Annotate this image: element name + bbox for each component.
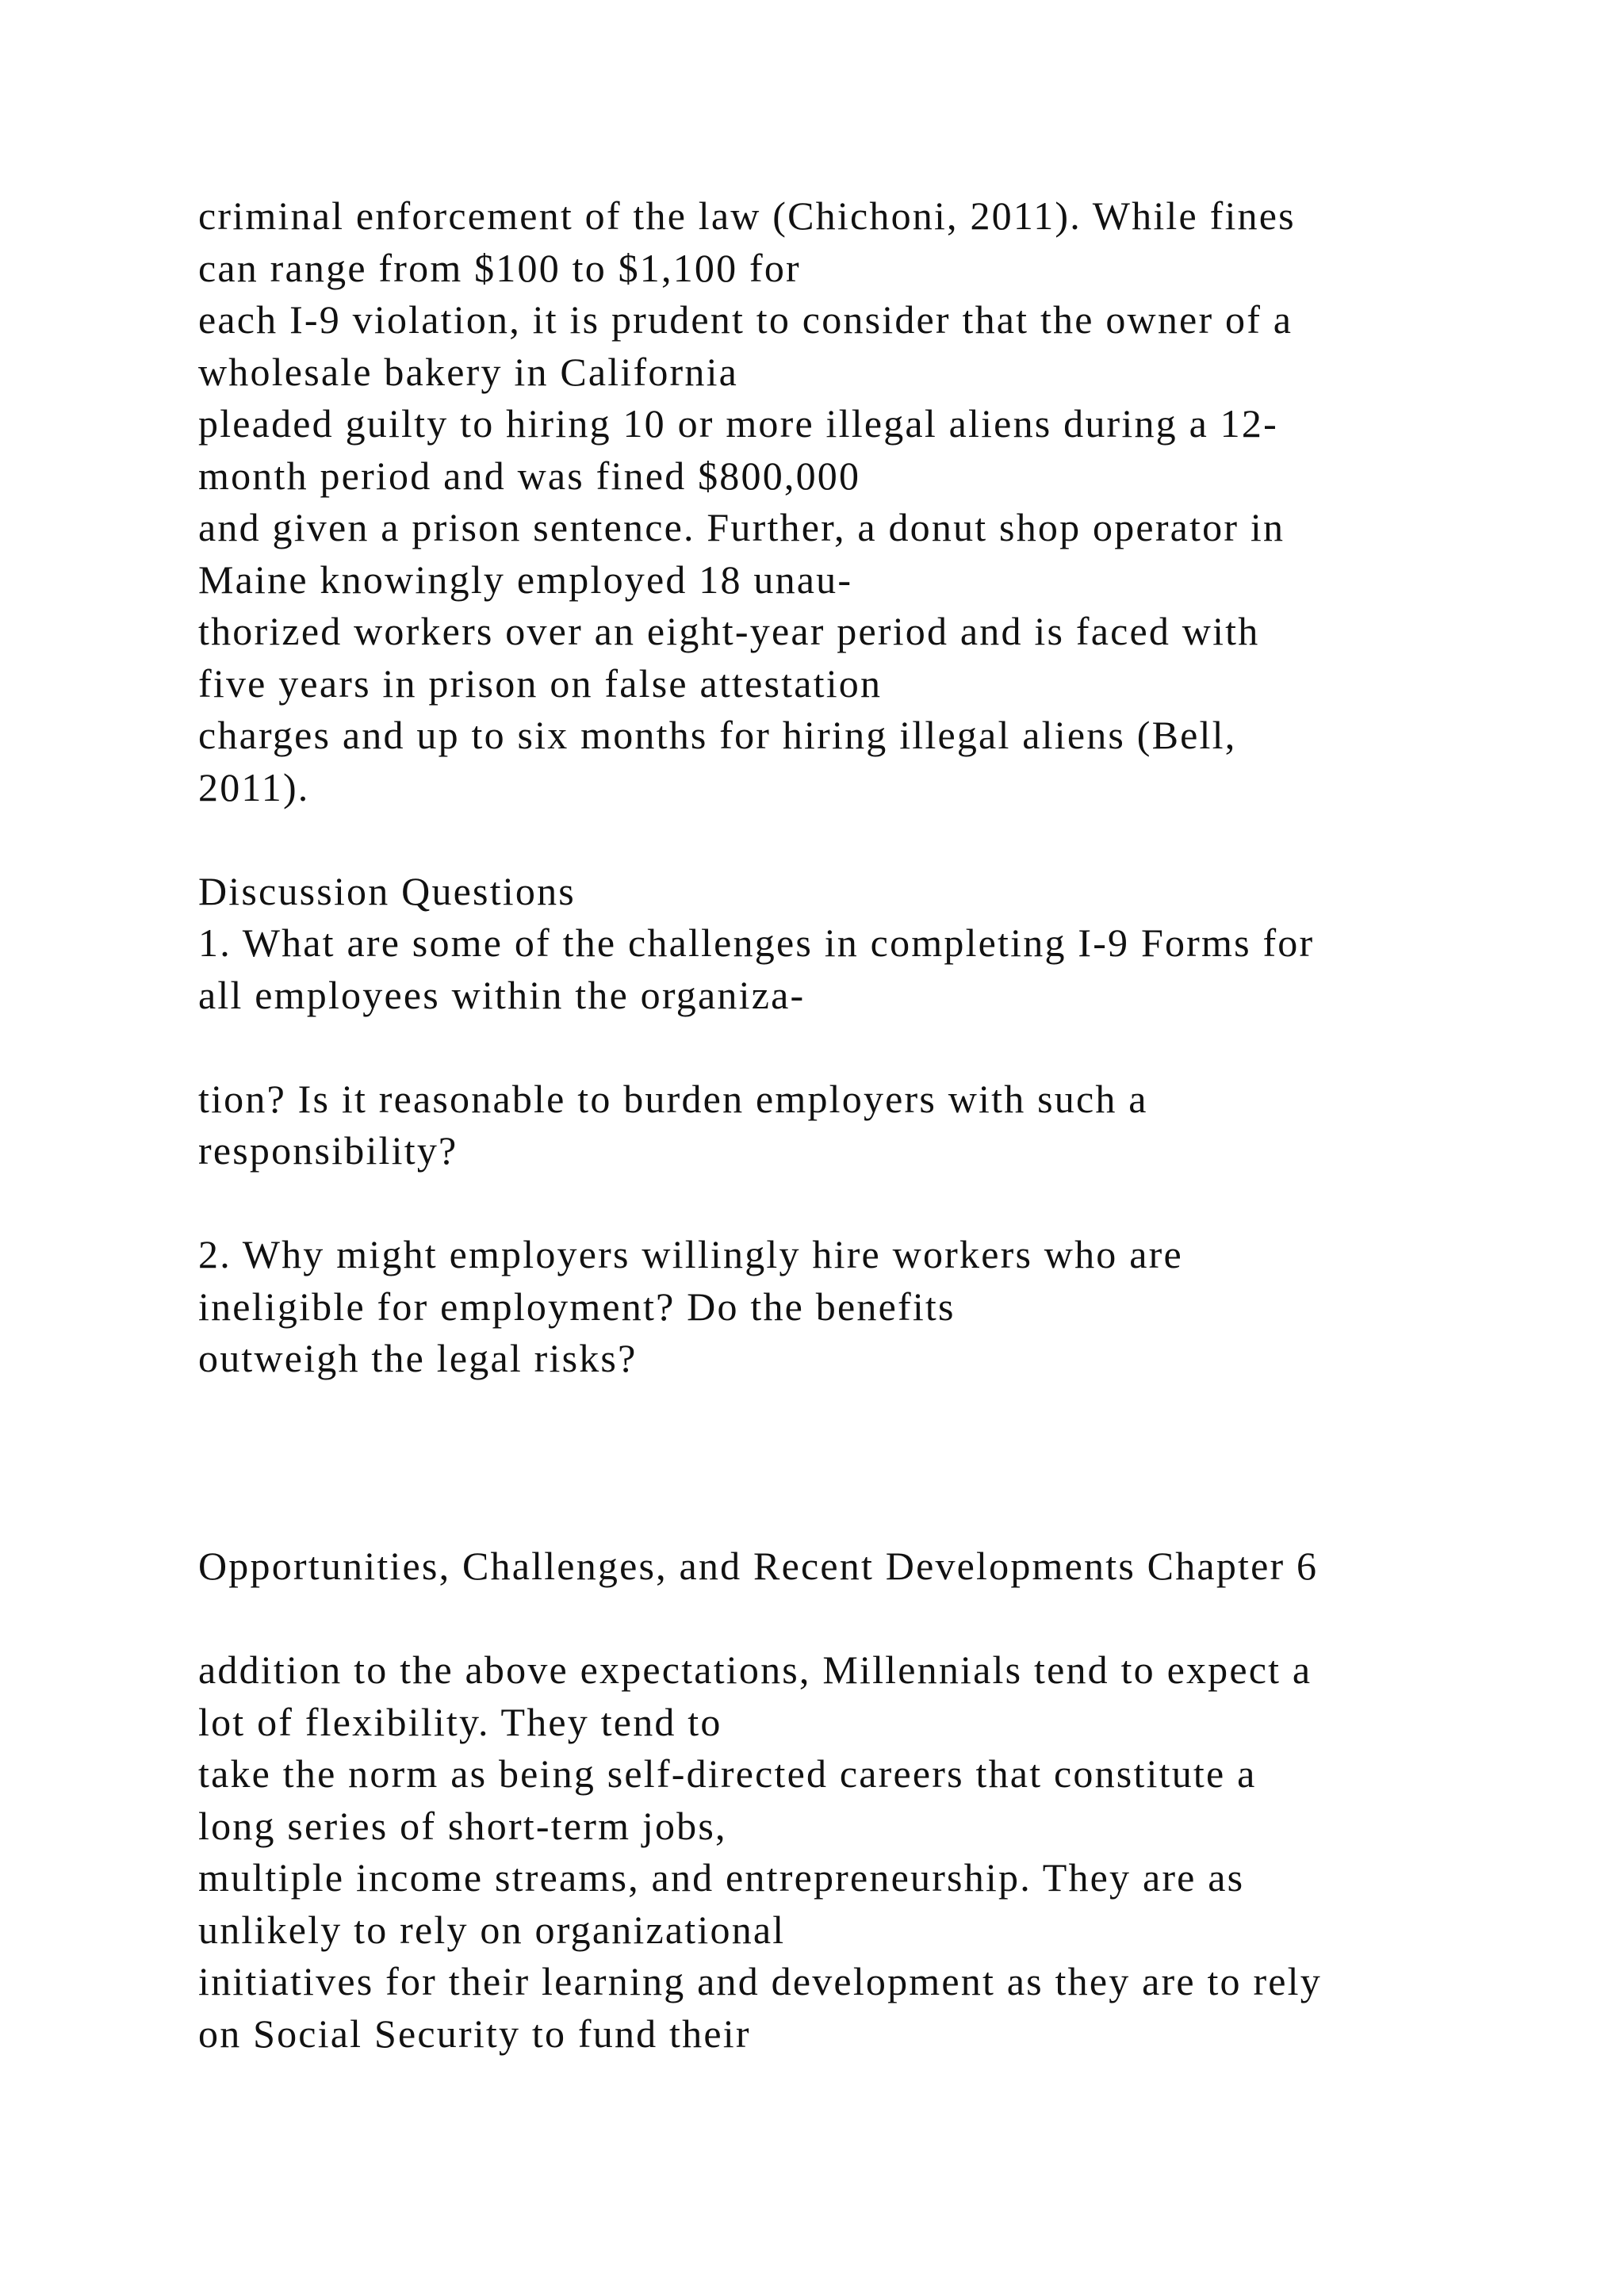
text-line: five years in prison on false attestation (198, 660, 883, 706)
blank-line (198, 813, 1594, 866)
text-line: wholesale bakery in California (198, 349, 739, 394)
text-line: 2011). (198, 764, 310, 809)
text-line: ineligible for employment? Do the benefits (198, 1284, 956, 1329)
text-line: responsibility? (198, 1128, 458, 1173)
text-line: 2. Why might employers willingly hire workers who are (198, 1232, 1183, 1276)
text-line: each I-9 violation, it is prudent to consider that the owner of a (198, 297, 1293, 342)
blank-line (198, 1593, 1594, 1645)
text-line: thorized workers over an eight-year period and is faced with (198, 609, 1260, 653)
text-line: and given a prison sentence. Further, a donut shop operator in (198, 505, 1285, 549)
text-line: long series of short-term jobs, (198, 1803, 727, 1848)
text-line: Discussion Questions (198, 868, 576, 913)
text-line: outweigh the legal risks? (198, 1336, 638, 1380)
text-line: Opportunities, Challenges, and Recent Developments Chapter 6 (198, 1544, 1319, 1588)
text-line: lot of flexibility. They tend to (198, 1699, 722, 1744)
document-text (198, 190, 1594, 2060)
text-line: initiatives for their learning and development as they are to rely (198, 1959, 1322, 2003)
text-line: unlikely to rely on organizational (198, 1907, 786, 1952)
text-line: take the norm as being self-directed careers that constitute a (198, 1751, 1257, 1796)
text-line: criminal enforcement of the law (Chichoni, 2011). While fines (198, 193, 1296, 238)
blank-line (198, 1437, 1594, 1489)
text-line: all employees within the organiza- (198, 972, 806, 1017)
text-line: tion? Is it reasonable to burden employers with such a (198, 1076, 1148, 1121)
text-line: on Social Security to fund their (198, 2011, 751, 2056)
text-line: month period and was fined $800,000 (198, 453, 861, 498)
blank-line (198, 1385, 1594, 1437)
text-line: 1. What are some of the challenges in completing I-9 Forms for (198, 920, 1315, 965)
text-line: Maine knowingly employed 18 unau- (198, 557, 853, 602)
text-line: addition to the above expectations, Millennials tend to expect a (198, 1647, 1312, 1692)
text-line: multiple income streams, and entrepreneurship. They are as (198, 1855, 1245, 1900)
blank-line (198, 1489, 1594, 1541)
blank-line (198, 1177, 1594, 1230)
text-line: charges and up to six months for hiring illegal aliens (Bell, (198, 713, 1237, 757)
text-line: pleaded guilty to hiring 10 or more illegal aliens during a 12- (198, 401, 1278, 446)
text-line: can range from $100 to $1,100 for (198, 245, 801, 290)
blank-line (198, 1021, 1594, 1073)
